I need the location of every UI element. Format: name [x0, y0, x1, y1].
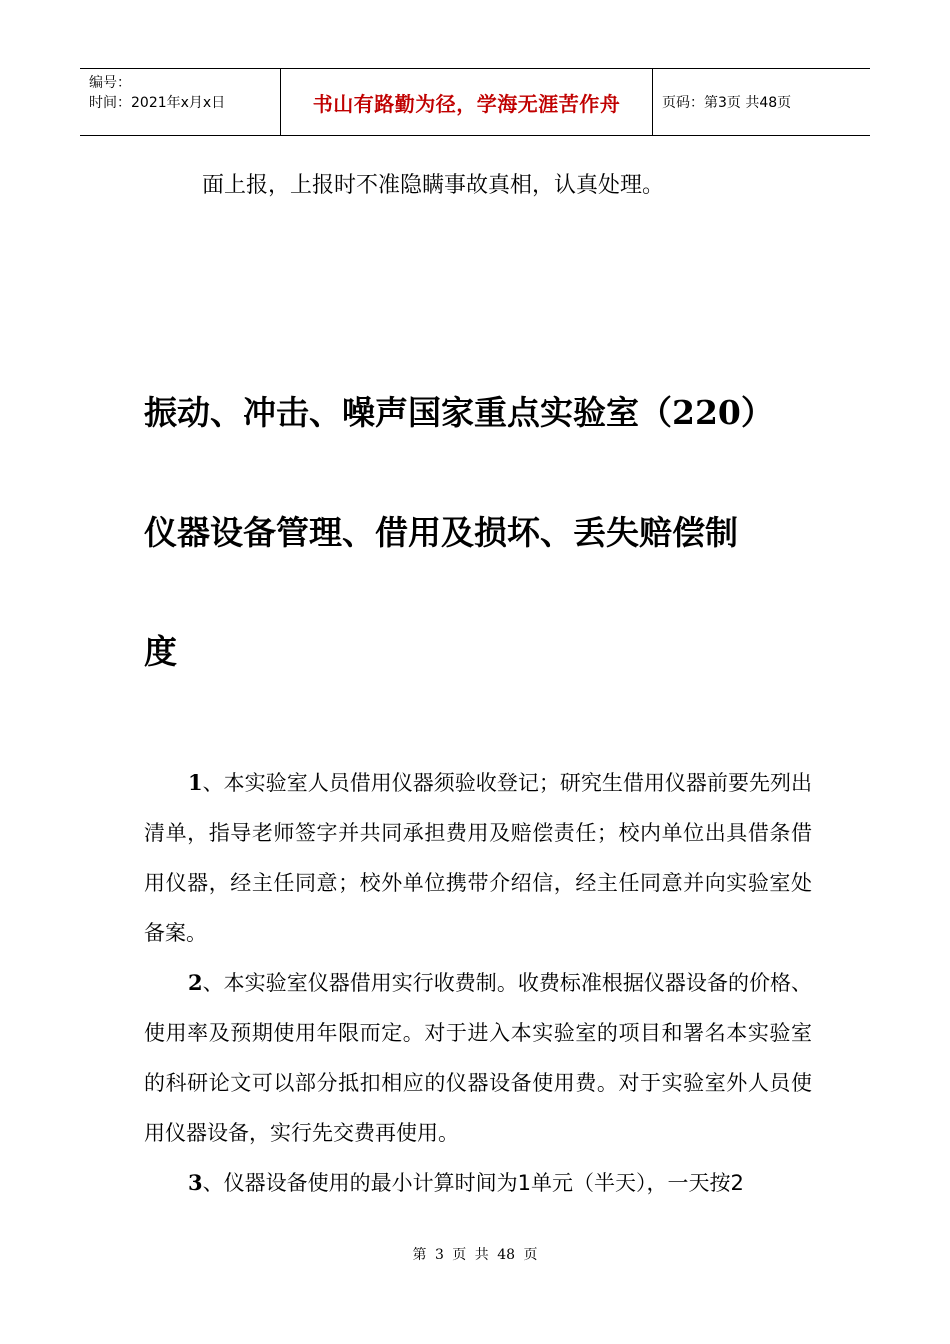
title-line-2: 仪器设备管理、借用及损坏、丢失赔偿制: [144, 513, 738, 552]
time-label: 时间：2021年x月x日: [89, 95, 226, 111]
paragraph-number: 2: [188, 970, 203, 995]
paragraph-number: 3: [188, 1170, 203, 1195]
paragraph-3: [144, 1158, 812, 1208]
title-line-1: 振动、冲击、噪声国家重点实验室（220）: [144, 393, 774, 432]
header-page-cell: [653, 69, 870, 135]
paragraph-text: 、本实验室人员借用仪器须验收登记；研究生借用仪器前要先列出清单，指导老师签字并共同承担费用及赔偿责任；校内单位出具借条借用仪器，经主任同意；校外单位携带介绍信，经主任同意并向实验室处备案。: [144, 771, 812, 945]
page-footer: 第 3 页 共 48 页: [412, 1247, 538, 1263]
title-line-3: 度: [144, 632, 177, 671]
paragraph-2: [144, 958, 812, 1158]
header-meta-cell: [80, 69, 281, 135]
number-label: 编号：: [89, 75, 131, 91]
paragraph-1: [144, 758, 812, 958]
continuation-text: 面上报，上报时不准隐瞒事故真相，认真处理。: [202, 173, 665, 198]
document-header: [80, 68, 870, 136]
motto-text: 书山有路勤为径，学海无涯苦作舟: [312, 91, 621, 116]
paragraph-text: 、本实验室仪器借用实行收费制。收费标准根据仪器设备的价格、使用率及预期使用年限而定。对于进入本实验室的项目和署名本实验室的科研论文可以部分抵扣相应的仪器设备使用费。对于实验室外人员使用仪器设备，实行先交费再使用。: [144, 971, 812, 1145]
header-motto-cell: [281, 69, 653, 135]
page-info: 页码：第3页 共48页: [662, 95, 792, 111]
paragraph-text: 、仪器设备使用的最小计算时间为1单元（半天），一天按2: [202, 1171, 744, 1195]
paragraph-number: 1: [188, 770, 203, 795]
